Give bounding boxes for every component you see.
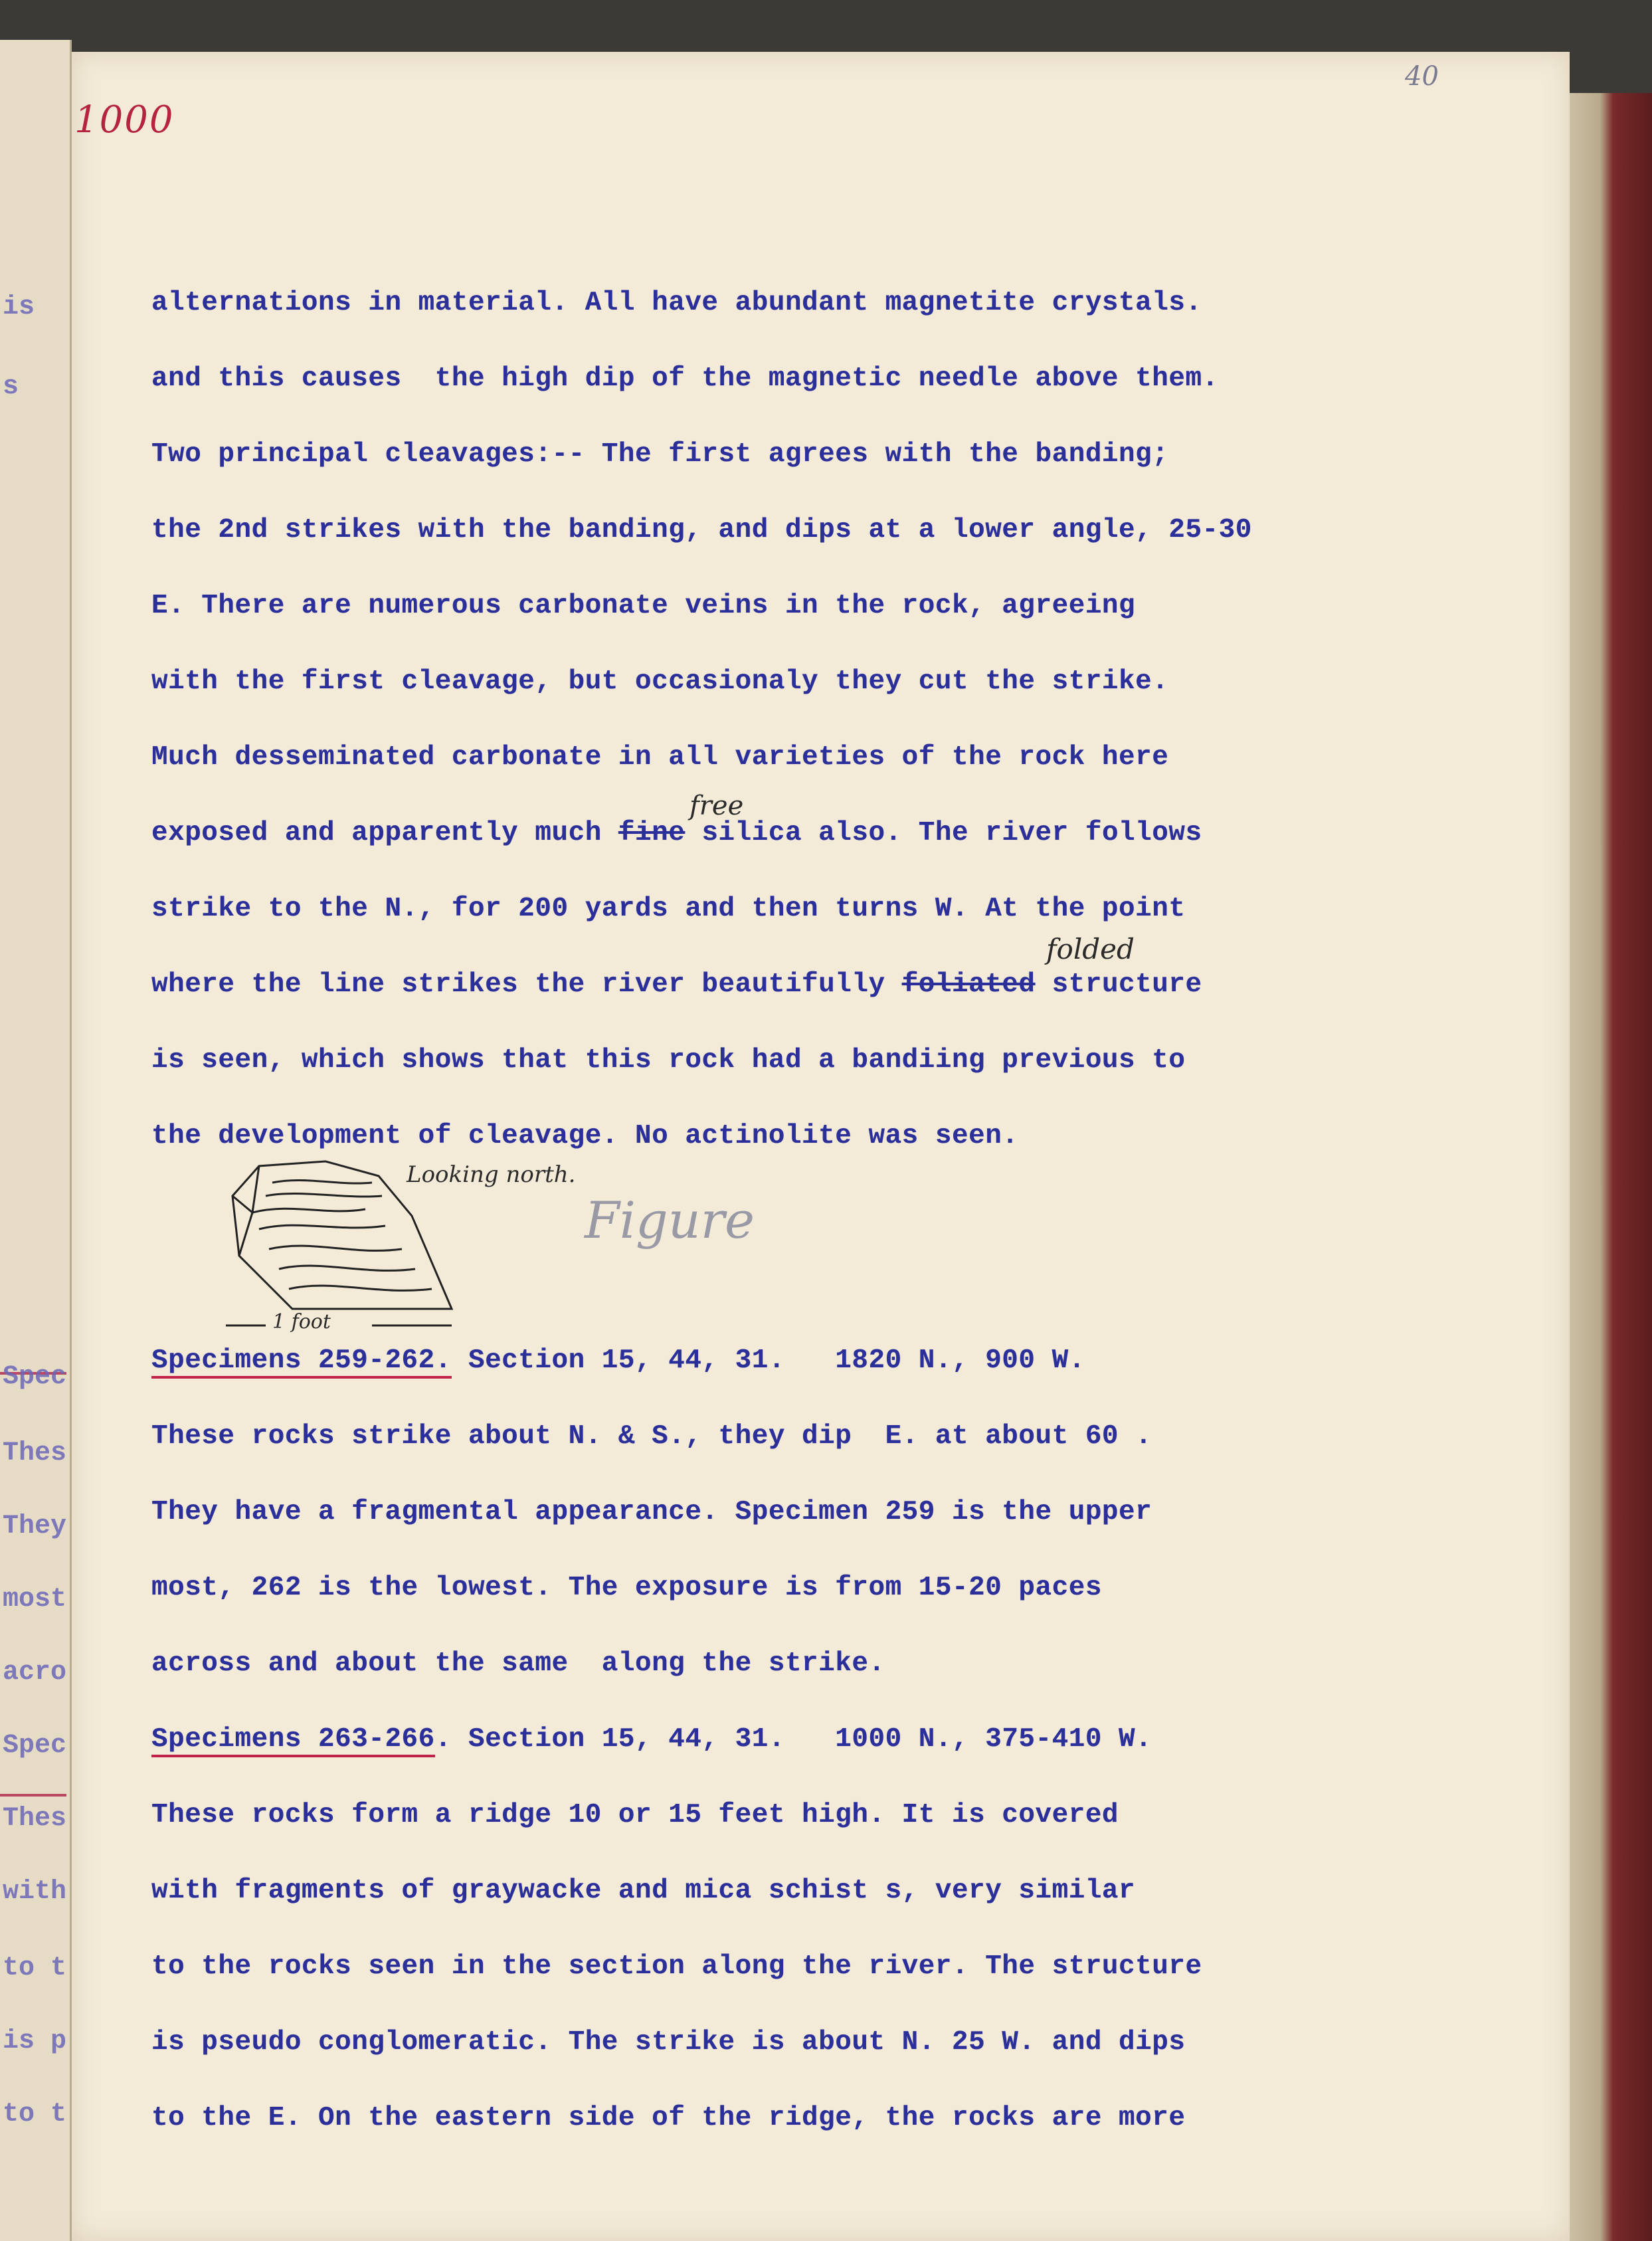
adjacent-page-edge (0, 40, 72, 2241)
adjacent-page-fragment: to t (3, 1953, 67, 1983)
text-segment: structure (1035, 969, 1202, 1000)
adjacent-page-fragment: is (3, 292, 35, 322)
sketch-scale-label: 1 foot (272, 1310, 331, 1333)
text-line: These rocks strike about N. & S., they dip E. at about 60 . (151, 1421, 1152, 1452)
adjacent-page-fragment: s (3, 372, 19, 402)
book-binding-edge (1566, 93, 1652, 2241)
text-line: is pseudo conglomeratic. The strike is about N. 25 W. and dips (151, 2027, 1186, 2058)
text-line: across and about the same along the strike. (151, 1648, 885, 1679)
sketch-band (279, 1266, 415, 1270)
text-line: and this causes the high dip of the magnetic needle above them. (151, 363, 1219, 394)
specimen-heading-line (151, 1345, 1085, 1377)
text-line: with fragments of graywacke and mica schist s, very similar (151, 1876, 1136, 1906)
adjacent-page-fragment: Spec (3, 1731, 67, 1761)
sketch-band (272, 1180, 372, 1183)
text-segment: where the line strikes the river beautifully (151, 969, 902, 1000)
specimen-heading-line (151, 1723, 1152, 1755)
struck-word: foliated (901, 969, 1036, 1000)
text-line: Much desseminated carbonate in all varieties of the rock here (151, 742, 1169, 773)
handwritten-insertion: free (689, 791, 744, 821)
text-line-with-correction (151, 817, 1202, 849)
sketch-edge (232, 1166, 259, 1213)
adjacent-page-fragment: Spec (3, 1362, 67, 1392)
red-pencil-number: 1000 (74, 98, 175, 142)
text-line: to the E. On the eastern side of the ridge, the rocks are more (151, 2103, 1186, 2133)
text-line: to the rocks seen in the section along the river. The structure (151, 1951, 1202, 1982)
text-line: They have a fragmental appearance. Specimen 259 is the upper (151, 1497, 1152, 1527)
text-line: the development of cleavage. No actinolite was seen. (151, 1121, 1019, 1151)
sketch-band (289, 1286, 432, 1290)
text-segment: silica also. The river follows (685, 818, 1202, 848)
sketch-band (252, 1209, 365, 1213)
specimen-location: Section 15, 44, 31. 1820 N., 900 W. (451, 1345, 1085, 1376)
adjacent-page-fragment: with (3, 1877, 67, 1907)
specimen-heading: Specimens 263-266 (151, 1724, 435, 1757)
red-underline (0, 1794, 66, 1797)
text-line: with the first cleavage, but occasionaly they cut the strike. (151, 666, 1169, 697)
specimen-heading: Specimens 259-262. (151, 1345, 452, 1379)
specimen-location: . Section 15, 44, 31. 1000 N., 375-410 W. (434, 1724, 1152, 1755)
sketch-band (259, 1225, 385, 1229)
text-line: is seen, which shows that this rock had a bandiing previous to (151, 1045, 1186, 1076)
sketch-caption: Looking north. (407, 1161, 576, 1188)
text-line-with-correction (151, 969, 1202, 1001)
text-line: These rocks form a ridge 10 or 15 feet high. It is covered (151, 1800, 1119, 1830)
text-line: E. There are numerous carbonate veins in the rock, agreeing (151, 591, 1136, 621)
text-line: the 2nd strikes with the banding, and dips at a lower angle, 25-30 (151, 515, 1252, 545)
sketch-band (266, 1193, 382, 1197)
text-line: strike to the N., for 200 yards and then turns W. At the point (151, 894, 1186, 924)
page-number: 40 (1405, 61, 1439, 92)
handwritten-insertion: folded (1046, 933, 1135, 965)
adjacent-page-fragment: is p (3, 2026, 67, 2056)
adjacent-page-fragment: most (3, 1585, 67, 1614)
sketch-band (269, 1246, 402, 1250)
adjacent-page-fragment: Thes (3, 1438, 67, 1468)
adjacent-page-fragment: to t (3, 2099, 67, 2129)
sketch-edge (239, 1213, 252, 1256)
struck-word: fine (618, 818, 686, 848)
text-line: Two principal cleavages:-- The first agrees with the banding; (151, 439, 1169, 470)
adjacent-page-fragment: They (3, 1511, 67, 1541)
text-segment: exposed and apparently much (151, 818, 618, 848)
text-line: most, 262 is the lowest. The exposure is from 15-20 paces (151, 1573, 1102, 1603)
adjacent-page-fragment: acro (3, 1658, 67, 1688)
adjacent-page-fragment: Thes (3, 1804, 67, 1834)
text-line: alternations in material. All have abundant magnetite crystals. (151, 288, 1202, 318)
pencil-note: Figure (585, 1191, 755, 1250)
